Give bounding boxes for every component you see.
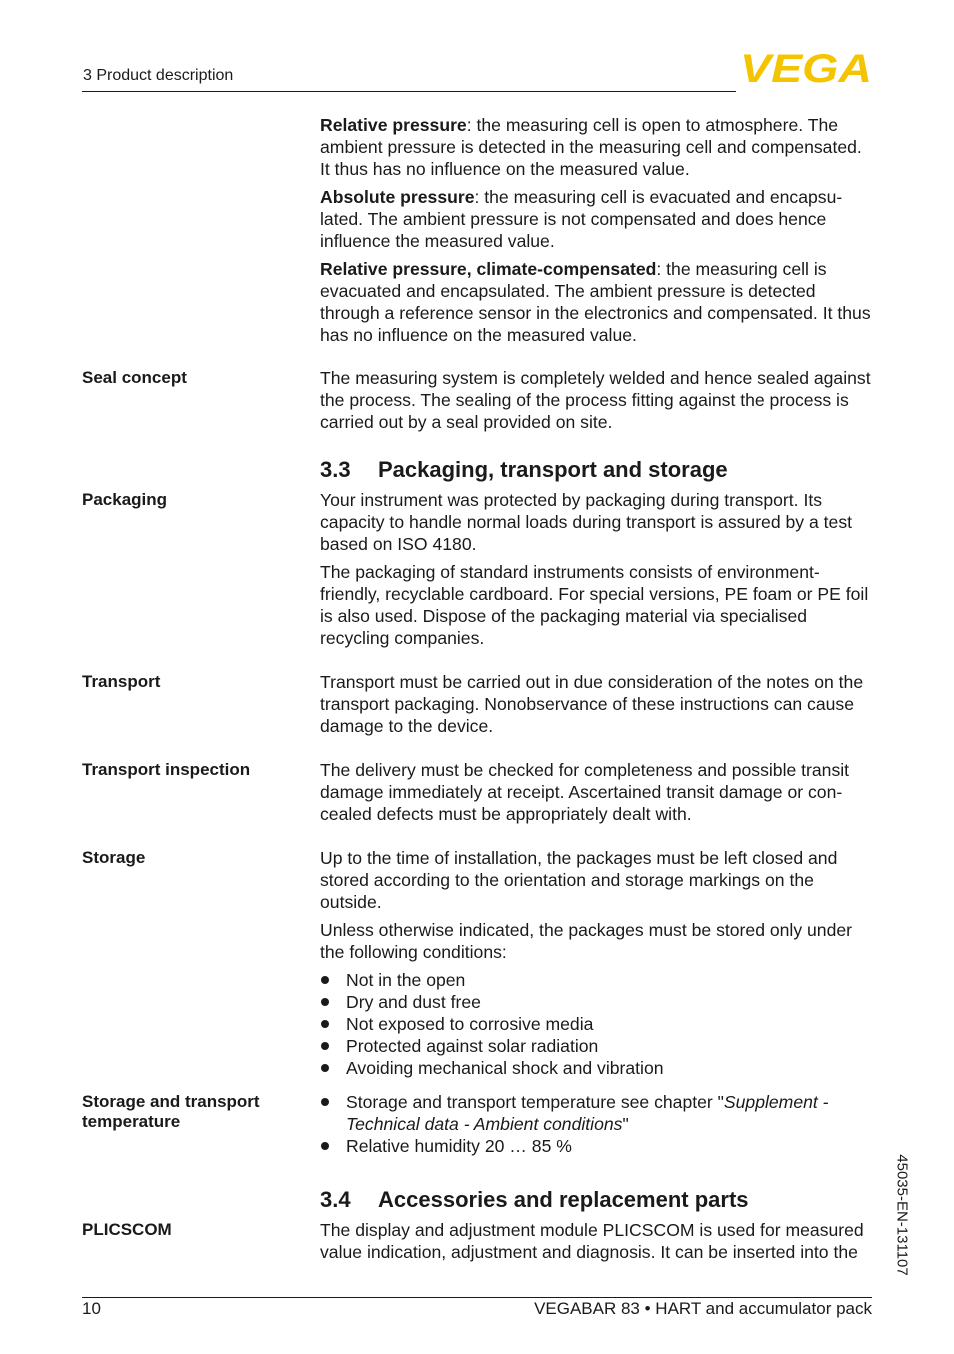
seal-concept-text: The measuring system is completely welded and hence sealed against the process. The sealing of the process fitting against the process is carried out by a seal provided on site.: [320, 368, 871, 432]
packaging-label: Packaging: [82, 490, 168, 509]
absolute-pressure-paragraph: Absolute pressure: the measuring cell is evacuated and encapsu-lated. The ambient pressure is not compensated and does hence influence the measured value.: [320, 187, 843, 251]
transport-inspection-text: The delivery must be checked for completeness and possible transit damage immediately at receipt. Ascertained transit damage or con-cealed defects must be appropriately dealt with.: [320, 760, 850, 824]
footer-document-title: VEGABAR 83 • HART and accumulator pack: [534, 1299, 872, 1318]
list-item: Protected against solar radiation: [320, 1035, 876, 1057]
transport-label: Transport: [82, 672, 161, 691]
svg-text:VEGA: VEGA: [740, 50, 872, 84]
page-number: 10: [82, 1299, 101, 1318]
pressure-descriptions: [320, 114, 876, 352]
plicscom-text: The display and adjustment module PLICSCOM is used for measured value indication, adjustment and diagnosis. It can be inserted into the: [320, 1220, 864, 1262]
list-item: Storage and transport temperature see chapter "Supplement - Technical data - Ambient conditions": [320, 1091, 876, 1135]
header-rule: [82, 91, 736, 92]
header-section-title: 3 Product description: [83, 67, 234, 84]
plicscom-label: PLICSCOM: [82, 1220, 172, 1239]
document-code: 45035-EN-131107: [893, 1154, 911, 1276]
packaging-text: Your instrument was protected by packaging during transport. Its capacity to handle normal loads during transport is assured by a test based on ISO 4180. The packaging of standard instruments consists of environment-friendly, recyclable cardboard. For special versions, PE foam or PE foil is also used. Dispose of the packaging material via specialised recycling companies.: [320, 490, 869, 648]
list-item: Avoiding mechanical shock and vibration: [320, 1057, 876, 1079]
list-item: Not in the open: [320, 969, 876, 991]
seal-concept-label: Seal concept: [82, 368, 187, 387]
climate-compensated-paragraph: Relative pressure, climate-compensated: the measuring cell is evacuated and encapsulated. The ambient pressure is detected through a reference sensor in the electronics and compensated. It thus has no influence on the measured value.: [320, 259, 871, 345]
list-item: Dry and dust free: [320, 991, 876, 1013]
section-3-3-heading: 3.3 Packaging, transport and storage: [320, 457, 728, 482]
storage-temperature-label: Storage and transport temperature: [82, 1092, 260, 1131]
transport-text: Transport must be carried out in due consideration of the notes on the transport packaging. Nonobservance of these instructions can cause damage to the device.: [320, 672, 864, 736]
section-3-4-heading: 3.4 Accessories and replacement parts: [320, 1187, 749, 1212]
storage-label: Storage: [82, 848, 146, 867]
storage-temperature-text: [320, 1091, 876, 1157]
vega-logo: [740, 50, 874, 84]
temperature-list: [320, 1091, 876, 1157]
storage-text: Up to the time of installation, the packages must be left closed and stored according to the orientation and storage markings on the outside. Unless otherwise indicated, the packages must be stored only under the following conditions: Not in the open Dry and dust free Not exposed to corrosive media Protected against solar radiation Avoiding mechanical shock and vibration: [320, 847, 876, 1079]
relative-pressure-paragraph: Relative pressure: the measuring cell is open to atmosphere. The ambient pressure is detected in the measuring cell and compensated. It thus has no influence on the measured value.: [320, 115, 862, 179]
list-item: Relative humidity 20 … 85 %: [320, 1135, 876, 1157]
transport-inspection-label: Transport inspection: [82, 760, 251, 779]
footer-rule: [82, 1297, 872, 1298]
list-item: Not exposed to corrosive media: [320, 1013, 876, 1035]
storage-conditions-list: [320, 969, 876, 1079]
